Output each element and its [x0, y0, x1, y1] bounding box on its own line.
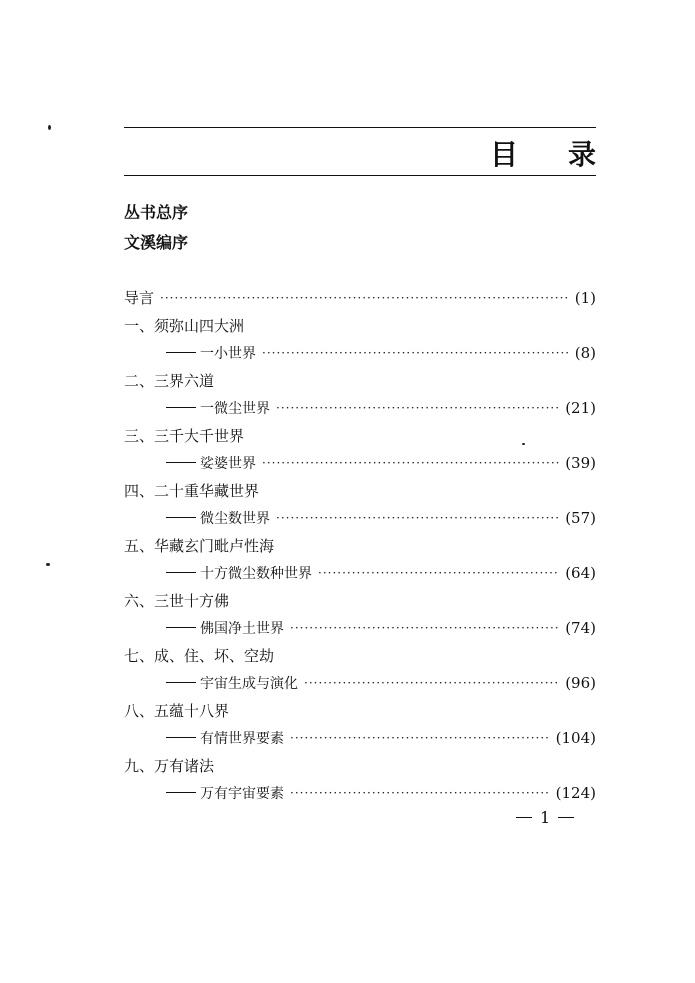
toc-chapter-2: [124, 367, 596, 395]
preface-series: 丛书总序: [124, 203, 189, 222]
toc-entry-intro: [124, 284, 596, 312]
toc-title: 四、二十重华藏世界: [124, 481, 260, 500]
toc-subtitle: 娑婆世界: [200, 455, 256, 472]
dot-leader: [276, 511, 559, 525]
toc-chapter-9: [124, 752, 596, 780]
footer-dash-left: [516, 817, 532, 818]
page-number: 1: [540, 808, 551, 827]
toc-page: (39): [565, 453, 596, 472]
dot-leader: [276, 401, 559, 415]
dot-leader: [290, 786, 550, 800]
scan-speck: [48, 125, 51, 130]
toc-subtitle: 万有宇宙要素: [200, 785, 284, 802]
dot-leader: [160, 291, 569, 305]
toc-subtitle: 一小世界: [200, 345, 256, 362]
toc-subtitle-8: [124, 724, 596, 752]
toc-page: (57): [565, 508, 596, 527]
toc-title: 导言: [124, 289, 155, 308]
em-dash: [166, 627, 196, 628]
toc-subtitle: 微尘数世界: [200, 510, 270, 527]
toc-page: (124): [555, 783, 596, 802]
em-dash: [166, 572, 196, 573]
toc-title: 五、华藏玄门毗卢性海: [124, 536, 275, 555]
em-dash: [166, 517, 196, 518]
toc-title: 六、三世十方佛: [124, 591, 230, 610]
toc-chapter-6: [124, 587, 596, 615]
toc-chapter-8: [124, 697, 596, 725]
toc-subtitle: 一微尘世界: [200, 400, 270, 417]
toc-page: (8): [574, 343, 596, 362]
toc-subtitle-9: [124, 779, 596, 807]
preface-list: [124, 198, 188, 258]
title-char-1: 目: [489, 138, 518, 171]
title-char-2: 录: [567, 138, 596, 171]
dot-leader: [318, 566, 559, 580]
toc-page: (104): [555, 728, 596, 747]
toc-subtitle-2: [124, 394, 596, 422]
toc-chapter-5: [124, 532, 596, 560]
toc-subtitle-6: [124, 614, 596, 642]
toc-subtitle-3: [124, 449, 596, 477]
em-dash: [166, 407, 196, 408]
toc-title: 三、三千大千世界: [124, 426, 245, 445]
toc-subtitle-5: [124, 559, 596, 587]
dot-leader: [290, 731, 550, 745]
em-dash: [166, 352, 196, 353]
bottom-rule: [124, 175, 596, 176]
top-rule: [124, 127, 596, 128]
toc-page: (1): [574, 288, 596, 307]
toc-chapter-4: [124, 477, 596, 505]
toc-subtitle: 十方微尘数种世界: [200, 565, 312, 582]
preface-wenxi: 文溪编序: [124, 233, 189, 252]
toc-title: 八、五蕴十八界: [124, 701, 230, 720]
table-of-contents: [124, 284, 596, 807]
toc-subtitle-1: [124, 339, 596, 367]
toc-subtitle: 宇宙生成与演化: [200, 675, 298, 692]
footer-dash-right: [558, 817, 574, 818]
toc-chapter-1: [124, 312, 596, 340]
toc-title: 一、须弥山四大洲: [124, 316, 245, 335]
toc-page: (74): [565, 618, 596, 637]
dot-leader: [262, 346, 569, 360]
toc-subtitle-7: [124, 669, 596, 697]
dot-leader: [290, 621, 559, 635]
page-footer: [516, 808, 574, 827]
toc-subtitle: 有情世界要素: [200, 730, 284, 747]
toc-subtitle: 佛国净土世界: [200, 620, 284, 637]
toc-subtitle-4: [124, 504, 596, 532]
toc-title: 九、万有诸法: [124, 756, 215, 775]
dot-leader: [262, 456, 559, 470]
em-dash: [166, 682, 196, 683]
dot-leader: [304, 676, 559, 690]
em-dash: [166, 792, 196, 793]
toc-page: (64): [565, 563, 596, 582]
scan-speck: [46, 563, 50, 566]
toc-title: 二、三界六道: [124, 371, 215, 390]
toc-page: (21): [565, 398, 596, 417]
scan-speck: [522, 443, 525, 445]
em-dash: [166, 737, 196, 738]
toc-page: (96): [565, 673, 596, 692]
toc-chapter-7: [124, 642, 596, 670]
page-title: [300, 135, 596, 171]
em-dash: [166, 462, 196, 463]
toc-chapter-3: [124, 422, 596, 450]
toc-title: 七、成、住、坏、空劫: [124, 646, 275, 665]
